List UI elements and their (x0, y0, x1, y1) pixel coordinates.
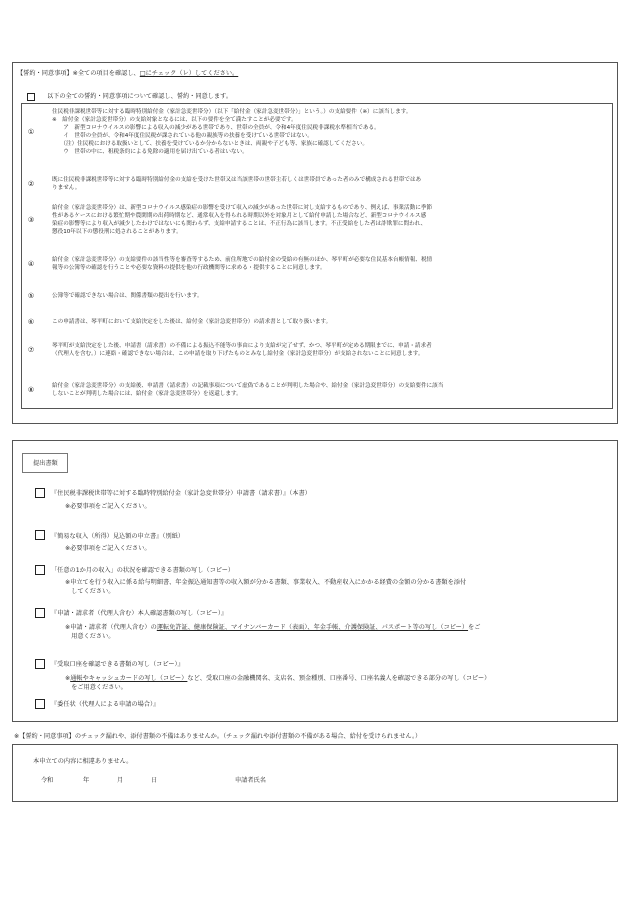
oath-item-text: ウ 世帯の中に、租税条約による免除の適用を届け出ている者はいない。 (52, 149, 248, 155)
oath-item-text: ※ 給付金（家計急変世帯分）の支給対象となるには、以下の要件を全て満たすことが必要です。 (52, 117, 297, 123)
oath-item-text: 給付金（家計急変世帯分）の支給要件の該当性等を審査等するため、前住所地での給付金の受給の有無のほか、琴平町が必要な住民基本台帳情報、税情 (52, 257, 433, 263)
doc-checkbox-power-of-attorney[interactable] (35, 699, 45, 709)
oath-section (12, 62, 618, 424)
date-day-label: 日 (151, 777, 158, 784)
oath-header: 【誓約・同意事項】※全ての項目を確認し、□にチェック（レ）してください。 (17, 70, 239, 77)
oath-item-number: ⑤ (27, 292, 35, 300)
confirm-section (12, 744, 618, 802)
doc-title: 「任意の1か月の収入」の状況を確認できる書類の写し（コピー） (51, 567, 235, 574)
doc-title: 『住民税非課税世帯等に対する臨時特別給付金（家計急変世帯分）申請書（請求書）』（本書） (51, 490, 311, 497)
date-month-label: 月 (117, 777, 124, 784)
oath-item-number: ⑥ (27, 318, 35, 326)
oath-item-text: ア 新型コロナウイルスの影響による収入の減少がある世帯であり、世帯の全員が、令和4年度住民税非課税水準相当である。 (52, 125, 380, 131)
doc-note: ※申立てを行う収入に係る給与明細書、年金振込通知書等の収入額が分かる書類、事業収入、不動産収入にかかる経費の金額の分かる書類を添付 (65, 579, 467, 586)
oath-item-text: りません。 (52, 185, 81, 191)
oath-item-text: 住民税非課税世帯等に対する臨時特別給付金（家計急変世帯分）（以下「給付金（家計急変世帯分）」という。）の支給要件（※）に該当します。 (52, 109, 412, 115)
oath-item-text: 公簿等で確認できない場合は、関係書類の提出を行います。 (52, 293, 203, 299)
doc-title: 『簡易な収入（所得）見込額の申立書』（別紙） (51, 533, 185, 540)
doc-note: 用意ください。 (65, 633, 115, 640)
docs-section (12, 440, 618, 722)
doc-note: ※必要事項をご記入ください。 (65, 545, 151, 552)
oath-item-text: 染症の影響等により収入が減少したわけではないにも関わらず、支給申請することは、不正行為に該当します。不正受給をした者は詐欺罪に問われ、 (52, 221, 427, 227)
confirm-statement: 本申立ての内容に相違ありません。 (33, 758, 133, 765)
oath-item-text: 懲役10年以下の懲役刑に処されることがあります。 (52, 229, 182, 235)
oath-item-text: イ 世帯の全員が、令和4年度住民税が課されている他の親族等の扶養を受けている世帯ではない。 (52, 133, 313, 139)
oath-item-number: ② (27, 180, 35, 188)
doc-title: 『委任状（代理人による申請の場合）』 (51, 701, 160, 708)
check-all-checkbox[interactable] (27, 93, 35, 101)
oath-item-text: （代理人を含む。）に連絡・確認できない場合は、この申請を取り下げたものとみなし給付金（家計急変世帯分）が支給されないことに同意します。 (52, 351, 424, 357)
oath-item-text: この申請書は、琴平町において支給決定をした後は、給付金（家計急変世帯分）の請求書として取り扱います。 (52, 319, 332, 325)
doc-note: ※通帳やキャッシュカードの写し（コピー）など、受取口座の金融機関名、支店名、預金種別、口座番号、口座名義人を確認できる部分の写し（コピー） (65, 675, 491, 682)
doc-checkbox-bank-account[interactable] (35, 659, 45, 669)
doc-note: をご用意ください。 (65, 684, 127, 691)
doc-checkbox-monthly-income[interactable] (35, 565, 45, 575)
oath-item-number: ③ (27, 216, 35, 224)
footer-note: ※【誓約・同意事項】のチェック漏れや、添付書類の不備はありませんか。（チェック漏れや添付書類の不備がある場合、給付を受けられません。） (14, 733, 422, 740)
oath-item-text: 琴平町が支給決定をした後、申請書（請求書）の不備による振込不能等の事由により支給が完了せず、かつ、琴平町が定める期限までに、申請・請求者 (52, 343, 432, 349)
oath-item-text: 既に住民税非課税世帯等に対する臨時特別給付金の支給を受けた世帯又は当該世帯の世帯主若しくは世帯員であった者のみで構成される世帯ではあ (52, 177, 422, 183)
oath-item-number: ① (27, 128, 35, 136)
applicant-name-label: 申請者氏名 (235, 777, 266, 784)
docs-label-box (22, 453, 68, 473)
doc-note: ※申請・請求者（代理人含む）の運転免許証、健康保険証、マイナンバーカード（表面）、年金手帳、介護保険証、パスポート等の写し（コピー）をご (65, 624, 481, 631)
doc-note: ※必要事項をご記入ください。 (65, 503, 151, 510)
date-era: 令和 (41, 777, 54, 784)
oath-item-number: ④ (27, 260, 35, 268)
doc-title: 『申請・請求者（代理人含む）本人確認書類の写し（コピー）』 (51, 610, 228, 617)
oath-item-text: 給付金（家計急変世帯分）の支給後、申請書（請求書）の記載事項について虚偽であることが判明した場合や、給付金（家計急変世帯分）の支給要件に該当 (52, 383, 444, 389)
oath-items-box (21, 103, 613, 409)
oath-item-number: ⑧ (27, 386, 35, 394)
doc-title: 『受取口座を確認できる書類の写し（コピー）』 (51, 661, 184, 668)
oath-item-text: 報等の公簿等の確認を行うことや必要な資料の提供を他の行政機関等に求める・提供することに同意します。 (52, 265, 326, 271)
doc-note: してください。 (65, 588, 115, 595)
oath-item-text: しないことが判明した場合には、給付金（家計急変世帯分）を返還します。 (52, 391, 242, 397)
oath-item-text: 性があるケースにおける繁忙期や農閑期の出荷時期など、通常収入を得られる時期以外を対象月として給付申請した場合など、新型コロナウイルス感 (52, 213, 427, 219)
oath-item-number: ⑦ (27, 346, 35, 354)
oath-item-text: 給付金（家計急変世帯分）は、新型コロナウイルス感染症の影響を受けて収入の減少があった世帯に対し支給するものであり、例えば、事業活動に季節 (52, 205, 432, 211)
doc-checkbox-income-estimate[interactable] (35, 530, 45, 540)
doc-checkbox-application[interactable] (35, 488, 45, 498)
date-year-label: 年 (83, 777, 90, 784)
check-all-label: 以下の全ての誓約・同意事項について確認し、誓約・同意します。 (47, 93, 233, 100)
oath-item-text: （注）住民税における取扱いとして、扶養を受けているか分からないときは、両親や子ども等、家族に確認してください。 (52, 141, 368, 147)
doc-checkbox-identity[interactable] (35, 608, 45, 618)
docs-label: 提出書類 (33, 460, 58, 467)
